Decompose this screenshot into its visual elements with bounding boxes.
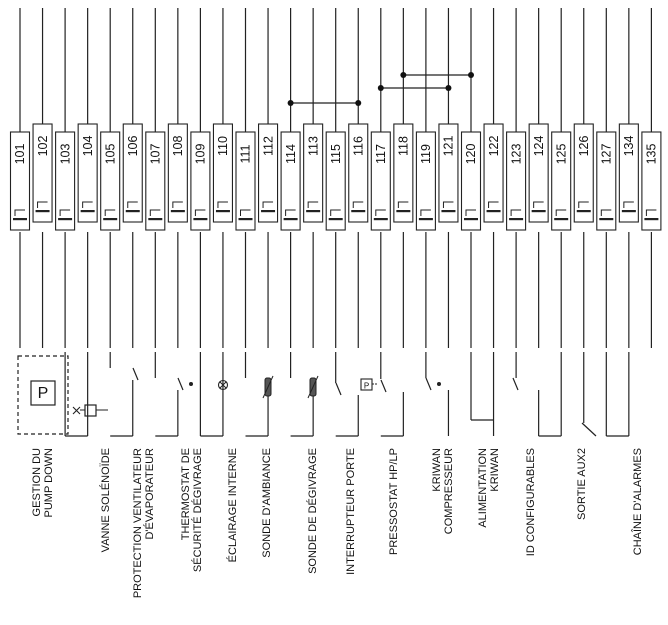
- contact-dot: [419, 218, 433, 220]
- device-label: PRESSOSTAT HP/LP: [388, 448, 400, 555]
- terminal-number: 107: [148, 143, 163, 165]
- jumper-node: [288, 100, 294, 106]
- device-label: KRIWAN: [431, 448, 443, 492]
- terminal-cell: [123, 124, 142, 222]
- terminal-number: 113: [306, 136, 321, 156]
- terminal-number: 117: [374, 144, 388, 164]
- contact-dot: [148, 218, 162, 220]
- jumper-node: [355, 100, 361, 106]
- terminal-number: 112: [261, 136, 276, 156]
- terminal-number: 119: [419, 144, 434, 164]
- contact-dot: [36, 210, 50, 212]
- contact-dot: [58, 218, 72, 220]
- defrost-probe-icon: [308, 376, 318, 398]
- terminal-cell: [529, 124, 548, 222]
- terminal-number: 110: [216, 136, 231, 156]
- device-label: GESTION DU: [31, 448, 43, 517]
- terminal-number: 118: [396, 136, 411, 156]
- terminal-cell: [281, 132, 300, 230]
- terminal-number: 134: [622, 135, 637, 157]
- terminal-number: 115: [328, 144, 343, 164]
- pressure-switch-p-letter: P: [363, 381, 370, 391]
- contact-dot: [216, 210, 230, 212]
- terminal-number: 123: [509, 143, 524, 165]
- contact-dot: [441, 210, 455, 212]
- terminal-cell: [11, 132, 30, 230]
- device-label: ÉCLAIRAGE INTERNE: [227, 448, 239, 563]
- terminal-cell: [326, 132, 345, 230]
- contact-dot: [396, 210, 410, 212]
- device-label: SONDE D'AMBIANCE: [261, 448, 273, 558]
- terminal-cell: [507, 132, 526, 230]
- device-label: D'ÉVAPORATEUR: [144, 448, 156, 540]
- jumper-node: [378, 85, 384, 91]
- device-label: ALIMENTATION: [477, 448, 489, 528]
- terminal-cell: [56, 132, 75, 230]
- contact-dot: [306, 210, 320, 212]
- terminal-number: 124: [531, 135, 546, 157]
- device-label: VANNE SOLÉNOÏDE: [100, 448, 112, 553]
- terminal-number: 127: [599, 143, 614, 165]
- terminal-cell: [462, 132, 481, 230]
- terminal-cell: [619, 124, 638, 222]
- device-label: PROTECTION VENTILATEUR: [132, 448, 144, 599]
- terminal-number: 103: [58, 143, 73, 165]
- room-probe-icon: [263, 376, 273, 398]
- contact-dot: [261, 210, 275, 212]
- configurable-input-icon: [513, 378, 518, 390]
- terminal-cell: [191, 132, 210, 230]
- defrost-thermostat-icon: [178, 378, 193, 390]
- contact-dot: [81, 210, 95, 212]
- contact-dot: [487, 210, 501, 212]
- device-label: SÉCURITÉ DÉGIVRAGE: [192, 448, 204, 573]
- terminal-cell: [78, 124, 97, 222]
- device-label: INTERRUPTEUR PORTE: [345, 448, 357, 575]
- jumper-node: [468, 72, 474, 78]
- contact-dot: [532, 210, 546, 212]
- terminal-cell: [416, 132, 435, 230]
- terminal-cell: [642, 132, 661, 230]
- field-devices: [18, 356, 596, 436]
- terminal-number: 106: [125, 135, 140, 157]
- terminal-cell: [394, 124, 413, 222]
- solenoid-valve-icon: [73, 405, 108, 416]
- device-labels: [31, 448, 644, 598]
- terminal-number: 111: [238, 144, 253, 164]
- device-label: SONDE DE DÉGIVRAGE: [307, 448, 319, 574]
- terminal-cell: [259, 124, 278, 222]
- terminal-cell: [574, 124, 593, 222]
- contact-dot: [577, 210, 591, 212]
- device-label: SORTIE AUX2: [576, 448, 588, 520]
- terminal-cell: [168, 124, 187, 222]
- device-label: CHAÎNE D'ALARMES: [632, 448, 644, 556]
- contact-dot: [193, 218, 207, 220]
- aux2-output-icon: [582, 423, 596, 436]
- contact-dot: [509, 218, 523, 220]
- terminal-number: 105: [103, 143, 118, 165]
- pump-down-p-letter: P: [37, 385, 49, 402]
- terminal-number: 101: [13, 143, 28, 165]
- terminal-cell: [349, 124, 368, 222]
- terminal-number: 116: [351, 136, 366, 156]
- kriwan-compressor-icon: [426, 378, 441, 390]
- terminal-cell: [33, 124, 52, 222]
- contact-dot: [464, 218, 478, 220]
- device-label: KRIWAN: [489, 448, 501, 492]
- contact-dot: [351, 210, 365, 212]
- terminal-cell: [146, 132, 165, 230]
- terminal-number: 125: [554, 143, 569, 165]
- contact-dot: [329, 218, 343, 220]
- contact-dot: [126, 210, 140, 212]
- terminal-number: 122: [486, 135, 501, 157]
- terminal-block: [11, 124, 661, 230]
- contact-dot: [13, 218, 27, 220]
- contact-dot: [374, 218, 388, 220]
- device-label: PUMP DOWN: [43, 448, 55, 518]
- contact-dot: [622, 210, 636, 212]
- terminal-number: 104: [80, 135, 95, 157]
- terminal-number: 114: [283, 144, 298, 164]
- contact-dot: [171, 210, 185, 212]
- jumper-node: [400, 72, 406, 78]
- terminal-number: 126: [576, 135, 591, 157]
- contact-dot: [644, 218, 658, 220]
- pressure-switch-icon: [361, 379, 386, 392]
- terminal-cell: [484, 124, 503, 222]
- fan-protection-switch-icon: [133, 368, 138, 380]
- terminal-cell: [371, 132, 390, 230]
- contact-dot: [554, 218, 568, 220]
- terminal-cell: [213, 124, 232, 222]
- terminal-number: 109: [193, 143, 208, 165]
- contact-dot: [239, 218, 253, 220]
- contact-dot: [599, 218, 613, 220]
- device-label: ID CONFIGURABLES: [525, 448, 537, 557]
- terminal-number: 135: [644, 143, 659, 165]
- device-label: COMPRESSEUR: [443, 448, 455, 535]
- terminal-number: 120: [464, 143, 479, 165]
- terminal-cell: [552, 132, 571, 230]
- terminal-cell: [439, 124, 458, 222]
- terminal-number: 121: [441, 135, 456, 157]
- terminal-cell: [101, 132, 120, 230]
- terminal-number: 108: [171, 135, 186, 157]
- device-label: THERMOSTAT DE: [180, 448, 192, 541]
- terminal-cell: [597, 132, 616, 230]
- door-switch-icon: [336, 383, 341, 395]
- terminal-number: 102: [35, 135, 50, 157]
- contact-dot: [284, 218, 298, 220]
- terminal-cell: [304, 124, 323, 222]
- jumper-node: [445, 85, 451, 91]
- terminal-cell: [236, 132, 255, 230]
- contact-dot: [103, 218, 117, 220]
